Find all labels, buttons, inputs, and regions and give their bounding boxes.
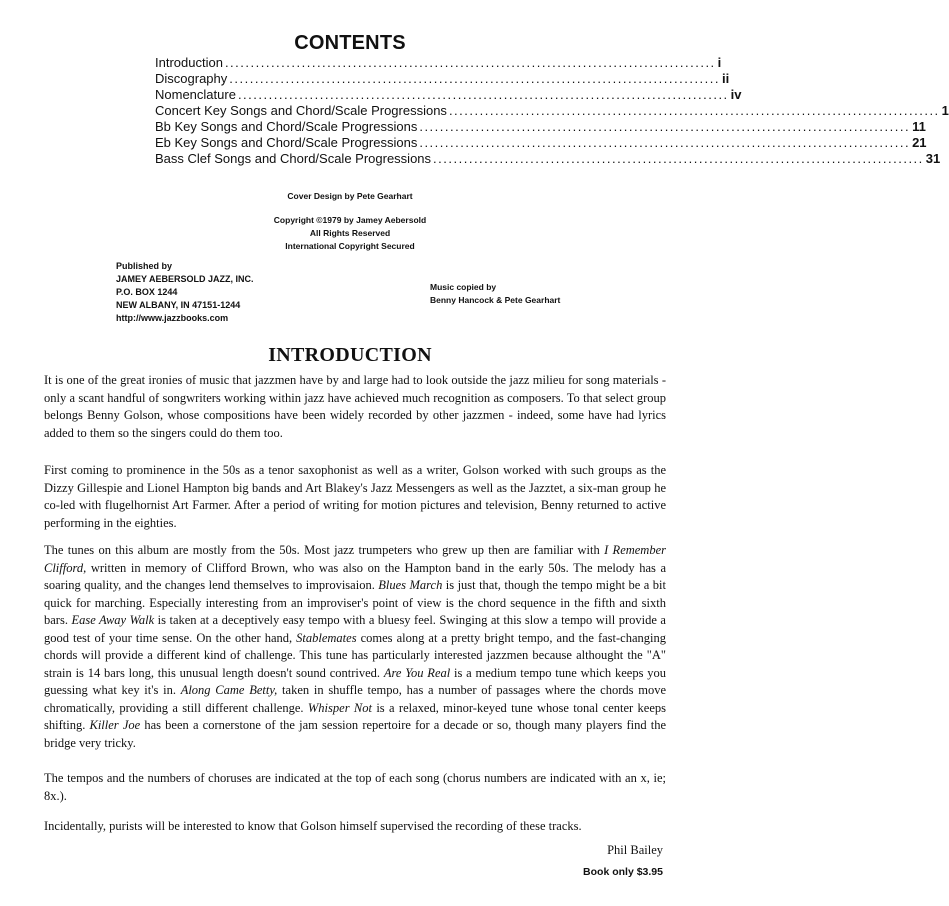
toc-entry-label: Nomenclature [155,87,236,102]
song-title: Are You Real [383,665,451,680]
publisher-block [116,260,254,325]
music-copied-heading: Music copied by [430,282,497,292]
text-run: has been a cornerstone of the jam session repertoire for a decade or so, though many players find the bridge very tricky. [44,718,667,750]
toc-entry-page: i [717,55,722,70]
text-run: written in memory of Clifford Brown, who was also on the Hampton band in the early 50s. The melody has a soaring quality, and the changes lend themselves to improvisaion. [44,560,666,592]
toc-leader-dots: ................................................................................................ [433,151,924,166]
toc-entry-label: Bass Clef Songs and Chord/Scale Progressions [155,151,432,166]
text-run: is taken at a deceptively easy tempo with a bluesy feel. Swinging at this slow a tempo will provide a good test of your time sense. On the other hand, [44,613,666,645]
contents-title: CONTENTS [294,32,406,54]
publisher-city: NEW ALBANY, IN 47151-1244 [116,300,241,310]
cover-design-credit: Cover Design by Pete Gearhart [287,191,413,201]
toc-entry-page: 21 [912,135,927,150]
music-copied-names: Benny Hancock & Pete Gearhart [430,295,561,305]
toc-leader-dots: ................................................................................................ [419,119,911,134]
copyright-line: Copyright ©1979 by Jamey Aebersold [273,215,427,225]
toc-entry-label: Discography [155,71,228,86]
song-title: Whisper Not [307,700,372,715]
toc-entry-label: Eb Key Songs and Chord/Scale Progressions [155,135,418,150]
copyright-block [0,214,700,253]
publisher-heading: Published by [116,261,173,271]
author-signature: Phil Bailey [607,843,663,857]
song-title: Killer Joe [89,718,141,732]
song-title: Blues March [378,578,443,592]
toc-entry [155,135,927,151]
publisher-website: http://www.jazzbooks.com [116,313,229,323]
toc-entry-label: Introduction [155,55,223,70]
intro-paragraph-1: It is one of the great ironies of music that jazzmen have by and large had to look outside the jazz milieu for song materials - only a scant handful of songwriters working within jazz have achieved much recognition as composers. To that select group belongs Benny Golson, whose compositions have been widely recorded by other jazzmen - indeed, some have had lyrics added to them so the singers could do them too. [44,373,666,440]
intro-paragraph-2: First coming to prominence in the 50s as a tenor saxophonist as well as a writer, Golson worked with such groups as the Dizzy Gillespie and Lionel Hampton big bands and Art Blakey's Jazz Messengers as well as the Jazztet, a six-man group he co-led with flugelhornist Art Farmer. After a period of writing for motion pictures and television, Benny returned to active performing in the eighties. [44,463,666,530]
price-label: Book only $3.95 [583,866,663,878]
toc-entry-page: ii [722,71,730,86]
toc-entry-label: Bb Key Songs and Chord/Scale Progressions [155,119,418,134]
toc-entry [155,119,926,135]
intro-paragraph-3 [44,542,666,752]
publisher-name: JAMEY AEBERSOLD JAZZ, INC. [116,274,254,284]
toc-entry-page: 11 [912,119,926,134]
toc-entry [155,55,722,71]
text-run: is just that, though the tempo might be a bit quick for marching. Especially interesting from an improviser's point of view is the chord sequence in the fifth and sixth bars. [44,578,666,627]
song-title: I Remember Clifford, [44,543,667,575]
text-run: taken in shuffle tempo, has a number of passages where the chords move chromatically, providing a still different challenge. [44,683,666,715]
toc-entry [155,71,730,87]
toc-leader-dots: ................................................................................................ [448,103,940,118]
toc-entry-page: 31 [925,151,941,166]
toc-leader-dots: ................................................................................................ [419,135,911,150]
text-run: comes along at a pretty bright tempo, and the fast-changing chords will provide a different kind of challenge. This tune has particularly interested jazzmen because althought the "A" strain is 14 bars long, this unusual length doesn't sound contrived. [44,630,666,680]
intro-paragraph-5: Incidentally, purists will be interested to know that Golson himself supervised the recording of these tracks. [44,819,582,833]
text-run: is a relaxed, minor-keyed tune whose tonal center keeps shifting. [44,700,666,732]
toc-entry-page: 1 [941,103,949,118]
toc-entry-page: iv [730,87,742,102]
toc-entry-label: Concert Key Songs and Chord/Scale Progressions [155,103,447,118]
toc-entry [155,103,949,119]
song-title: Along Came Betty, [180,683,278,697]
table-of-contents [155,55,949,167]
toc-leader-dots: ................................................................................................ [229,71,720,86]
toc-leader-dots: ................................................................................................ [224,55,716,70]
toc-entry [155,151,941,167]
text-run: is a medium tempo tune which keeps you guessing what key it's in. [44,665,666,697]
music-copied-block [430,281,560,307]
text-run: The tunes on this album are mostly from the 50s. Most jazz trumpeters who grew up then are familiar with [44,543,605,557]
toc-leader-dots: ................................................................................................ [237,87,729,102]
intro-paragraph-4: The tempos and the numbers of choruses are indicated at the top of each song (chorus numbers are indicated with an x, ie; 8x.). [44,771,666,803]
rights-line: All Rights Reserved [309,228,391,238]
toc-entry [155,87,742,103]
song-title: Stablemates [296,630,357,645]
international-line: International Copyright Secured [285,241,415,251]
song-title: Ease Away Walk [71,613,155,627]
publisher-po-box: P.O. BOX 1244 [116,287,178,297]
introduction-title: INTRODUCTION [268,344,432,366]
